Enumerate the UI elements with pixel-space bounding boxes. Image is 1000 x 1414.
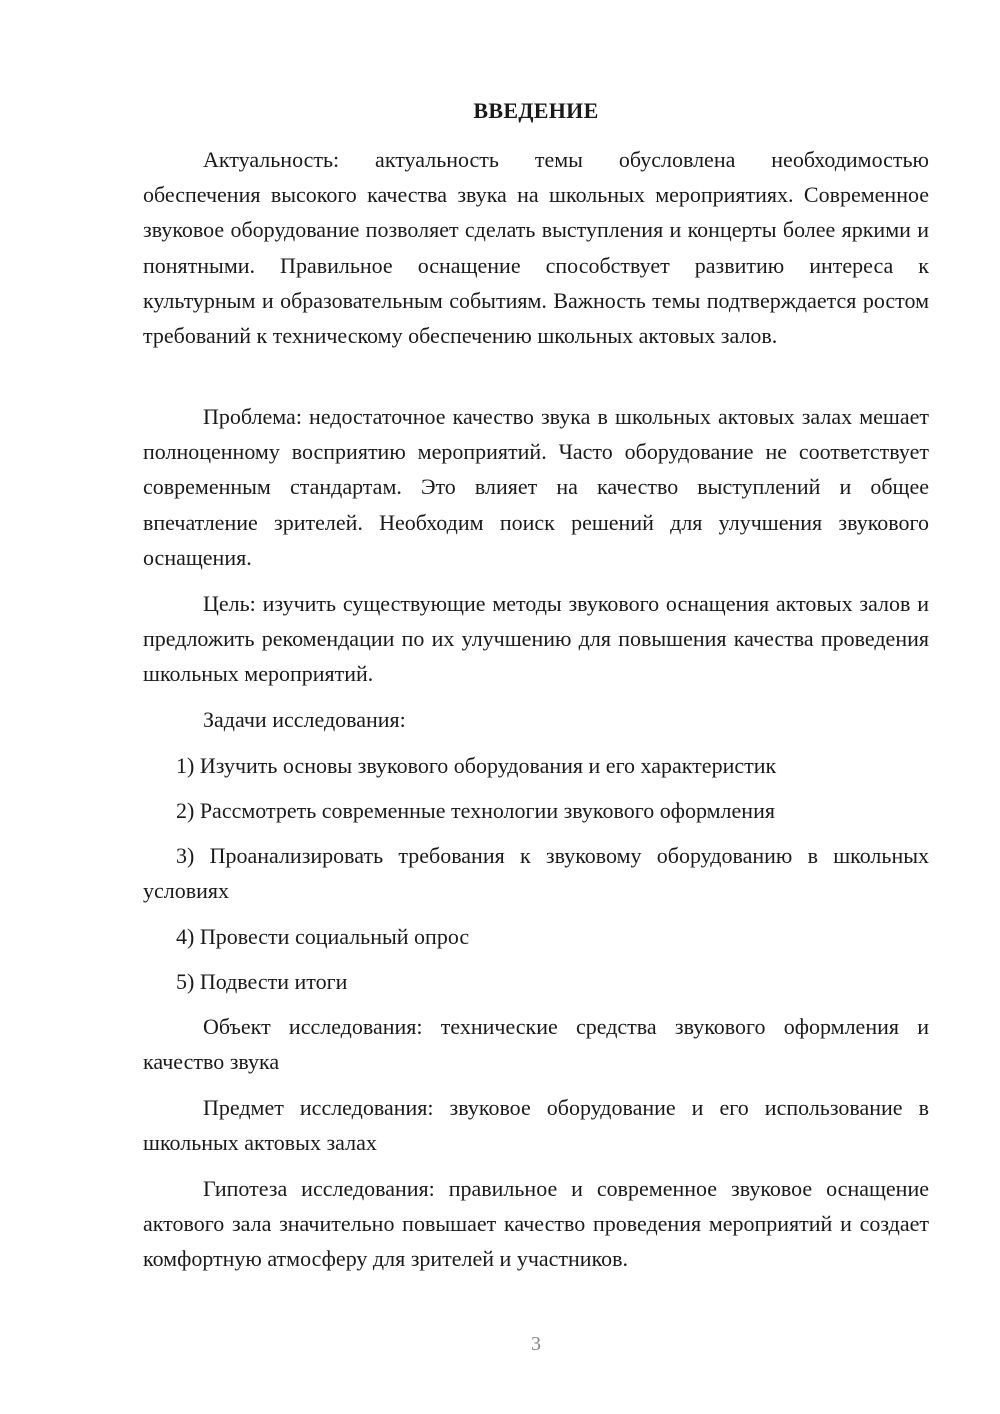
- task-item-4: 4) Провести социальный опрос: [176, 924, 470, 949]
- section-title: ВВЕДЕНИЕ: [473, 98, 599, 123]
- task-item-3: 3) Проанализировать требования к звуковому оборудованию в школьных условиях: [143, 843, 929, 904]
- task-item-1: 1) Изучить основы звукового оборудования и его характеристик: [176, 753, 777, 778]
- paragraph-hypothesis: Гипотеза исследования: правильное и современное звуковое оснащение актового зала значительно повышает качество проведения мероприятий и создает комфортную атмосферу для зрителей и участников.: [143, 1176, 929, 1272]
- paragraph-object: Объект исследования: технические средства звукового оформления и качество звука: [143, 1014, 929, 1075]
- task-item-2: 2) Рассмотреть современные технологии звукового оформления: [176, 798, 775, 823]
- document-page: [143, 0, 929, 1414]
- paragraph-relevance: Актуальность: актуальность темы обусловлена необходимостью обеспечения высокого качества звука на школьных мероприятиях. Современное звуковое оборудование позволяет сделать выступления и концерты более яркими и понятными. Правильное оснащение способствует развитию интереса к культурным и образовательным событиям. Важность темы подтверждается ростом требований к техническому обеспечению школьных актовых залов.: [143, 147, 929, 349]
- task-item-5: 5) Подвести итоги: [176, 969, 348, 994]
- paragraph-goal: Цель: изучить существующие методы звукового оснащения актовых залов и предложить рекомендации по их улучшению для повышения качества проведения школьных мероприятий.: [143, 591, 929, 687]
- paragraph-tasks-heading: Задачи исследования:: [203, 707, 406, 732]
- paragraph-problem: Проблема: недостаточное качество звука в школьных актовых залах мешает полноценному восприятию мероприятий. Часто оборудование не соответствует современным стандартам. Это влияет на качество выступлений и общее впечатление зрителей. Необходим поиск решений для улучшения звукового оснащения.: [143, 404, 929, 570]
- paragraph-subject: Предмет исследования: звуковое оборудование и его использование в школьных актовых залах: [143, 1095, 929, 1156]
- page-number: 3: [531, 1333, 541, 1355]
